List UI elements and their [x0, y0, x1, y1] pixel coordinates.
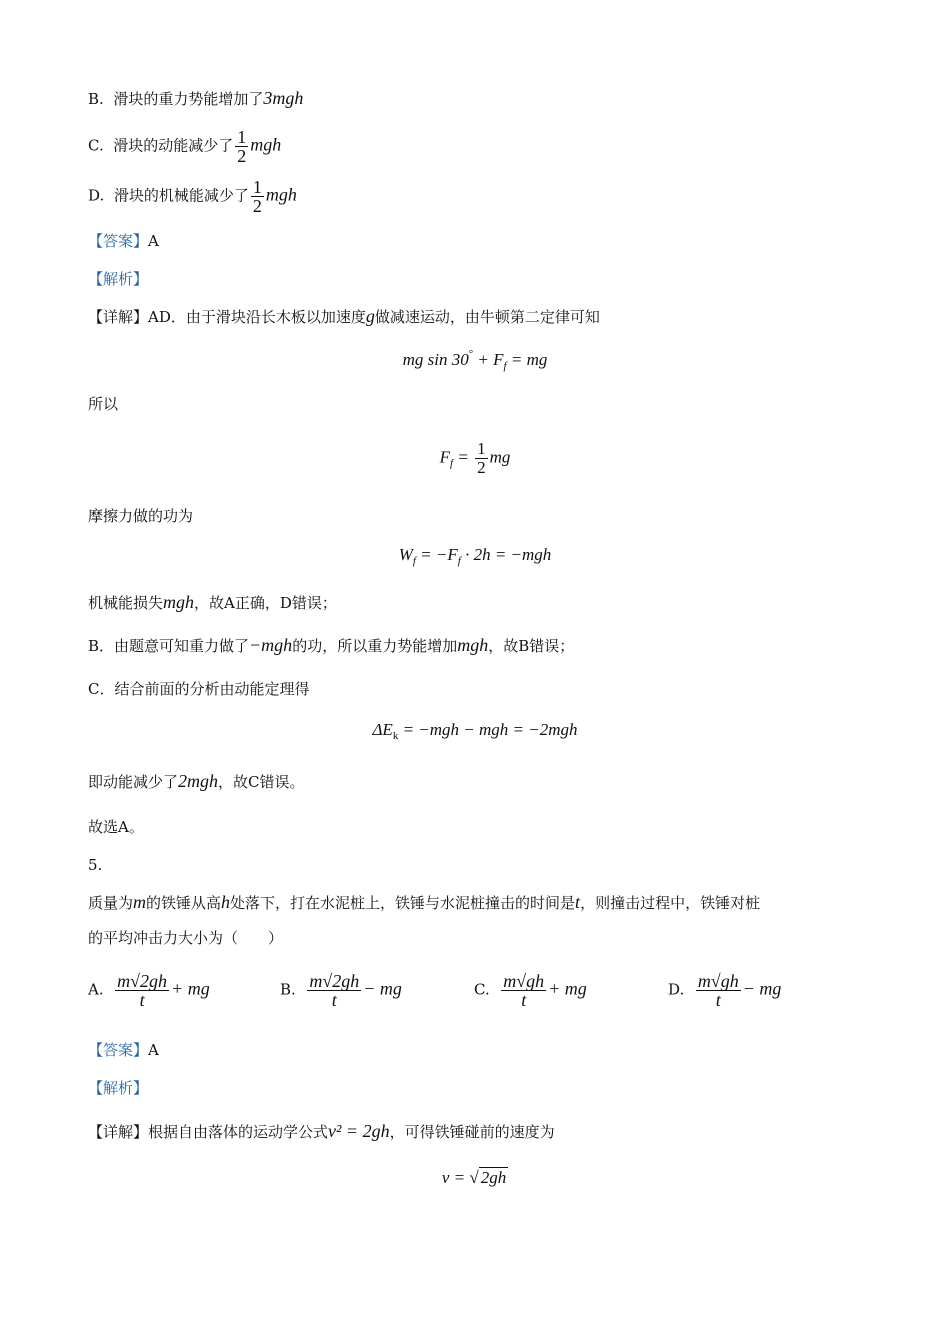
equation-1: mg $\sin 30^\circ + F_f$ = mg — [402, 348, 548, 372]
text-suoyi: 所以 — [88, 395, 119, 413]
option-b: B. 滑块的重力势能增加了3mgh — [88, 88, 304, 108]
analysis-label-q5: 【解析】 — [88, 1079, 149, 1097]
q5-stem-line1: 质量为m的铁锤从高h处落下，打在水泥桩上，铁锤与水泥桩撞击的时间是t，则撞击过程中，铁锤对桩 — [88, 892, 761, 912]
answer-q5: 【答案】A — [88, 1041, 159, 1059]
q5-stem-line2: 的平均冲击力大小为（ ） — [88, 929, 284, 947]
q5-option-c: C. $\frac{m√gh}{t}$ + mg — [474, 971, 587, 1010]
detail-q5-line1: 【详解】根据自由落体的运动学公式v² = 2gh，可得铁锤碰前的速度为 — [88, 1121, 555, 1141]
equation-5: v = √ 2gh — [441, 1168, 507, 1187]
option-d: D. 滑块的机械能减少了 $\frac{1}{2}$ mgh — [88, 177, 297, 216]
line-mech-loss: 机械能损失mgh，故A正确，D错误； — [88, 592, 337, 612]
detail-q4-line1: 【详解】AD．由于滑块沿长木板以加速度g做减速运动，由牛顿第二定律可知 — [88, 306, 600, 326]
q5-option-d: D. $\frac{m√gh}{t}$ − mg — [668, 971, 782, 1010]
option-c: C. 滑块的动能减少了 $\frac{1}{2}$ mgh — [88, 127, 282, 166]
text-friction-work: 摩擦力做的功为 — [88, 507, 194, 525]
q5-option-b: B. $\frac{m√2gh}{t}$ − mg — [280, 971, 402, 1010]
line-c-analysis: C．结合前面的分析由动能定理得 — [88, 680, 310, 698]
analysis-label-q4: 【解析】 — [88, 270, 149, 288]
line-ke-decrease: 即动能减少了2mgh，故C错误。 — [88, 771, 305, 791]
equation-4: $\Delta E_k = -mgh$ − mgh = −2mgh — [372, 720, 578, 742]
answer-q4: 【答案】A — [88, 232, 159, 250]
q5-option-a: A. $\frac{m√2gh}{t}$ + mg — [88, 971, 210, 1010]
equation-3: $W_f = -F_f \cdot 2h = -mgh$ — [398, 545, 552, 567]
line-choose: 故选A。 — [88, 818, 144, 836]
equation-2: $F_f$ = $\frac{1}{2}$ mg — [439, 439, 511, 477]
question-number-5: 5. — [88, 856, 103, 874]
line-b-analysis: B．由题意可知重力做了−mgh的功，所以重力势能增加mgh，故B错误； — [88, 635, 575, 655]
